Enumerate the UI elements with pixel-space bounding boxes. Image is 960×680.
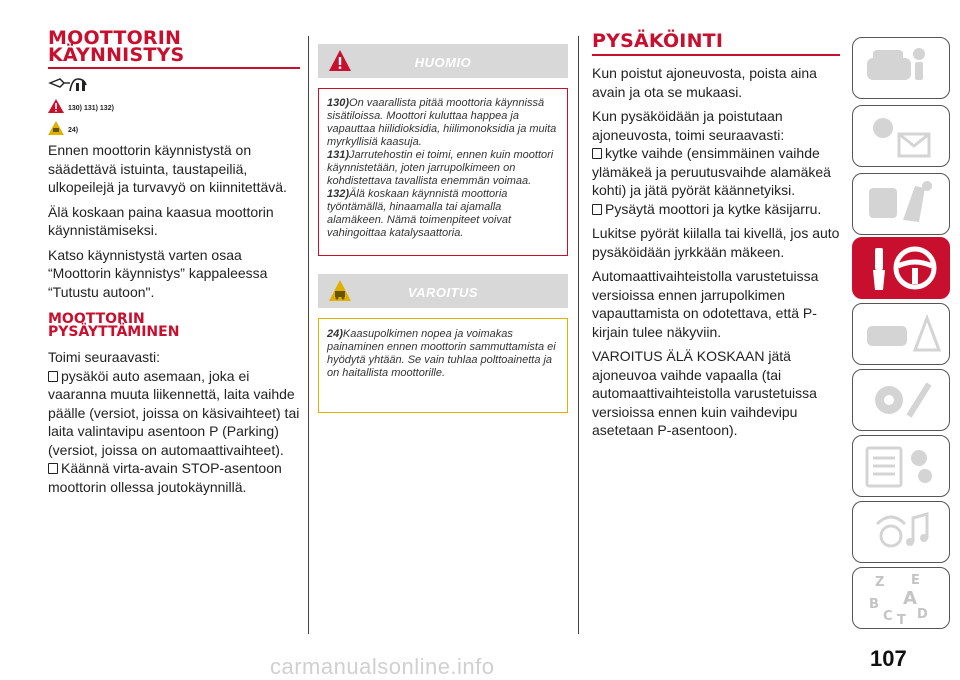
key-start-icon bbox=[48, 75, 300, 95]
emergency-icon bbox=[853, 304, 949, 364]
svg-text:Z: Z bbox=[875, 575, 885, 590]
bullet-box-icon bbox=[592, 204, 602, 215]
caution-title: VAROITUS bbox=[407, 285, 479, 300]
tab-warning-lights[interactable] bbox=[852, 105, 950, 167]
note-item: 131)Jarrutehostin ei toimi, ennen kuin moottori käynnistetään, joten jarrupolkimeen on kohdistettava tavallista enemmän voimaa. bbox=[327, 149, 554, 187]
tab-index[interactable] bbox=[852, 567, 950, 629]
svg-text:T: T bbox=[897, 613, 906, 628]
watermark: carmanualsonline.info bbox=[270, 654, 495, 679]
paragraph: Ennen moottorin käynnistystä on säädettävä istuinta, taustapeiliä, ulkopeilejä ja turvavyö on kiinnitettävä. bbox=[48, 142, 287, 195]
index-icon bbox=[853, 568, 949, 628]
bullet-item: kytke vaihde (ensimmäinen vaihde ylämäkeä ja peruutusvaihde alamäkeä kohti) ja jätä pyörät käännetyiksi. bbox=[592, 145, 831, 198]
section-title: PYSÄKÖINTI bbox=[592, 30, 724, 52]
paragraph: Kun poistut ajoneuvosta, poista aina avain ja ota se mukaasi. bbox=[592, 65, 817, 100]
svg-text:A: A bbox=[903, 588, 917, 609]
column-divider-2 bbox=[578, 36, 579, 634]
car-dashboard-icon bbox=[853, 38, 949, 98]
bullet-box-icon bbox=[592, 148, 602, 159]
tab-audio[interactable] bbox=[852, 501, 950, 563]
title-rule bbox=[48, 67, 300, 69]
bullet-item: Käännä virta-avain STOP-asentoon moottorin ollessa joutokäynnillä. bbox=[48, 460, 282, 495]
bullet-item: pysäköi auto asemaan, joka ei vaaranna muuta liikennettä, laita vaihde päälle (versiot, joissa on käsivaihteet) tai laita valintavipu asentoon P (Parking) (versiot, joissa on automaattivaihteet). bbox=[48, 367, 300, 458]
paragraph: Automaattivaihteistolla varustetuissa versioissa ennen jarrupolkimen vapauttamista on odotettava, että P-kirjain tulee näkyviin. bbox=[592, 268, 819, 340]
tab-emergency[interactable] bbox=[852, 303, 950, 365]
paragraph: Lukitse pyörät kiilalla tai kivellä, jos auto pysäköidään jyrkkään mäkeen. bbox=[592, 225, 840, 260]
tab-car-dashboard[interactable] bbox=[852, 37, 950, 99]
section-parking bbox=[592, 30, 840, 446]
tab-steering-key[interactable] bbox=[852, 237, 950, 299]
caution-header bbox=[318, 274, 568, 308]
note-item: 130)On vaarallista pitää moottoria käynnissä sisätiloissa. Moottori kuluttaa happea ja vapauttaa hiilidioksidia, hiilimonoksidia ja muita myrkyllisiä kaasuja. bbox=[327, 97, 557, 148]
subsection-title: MOOTTORIN PYSÄYTTÄMINEN bbox=[48, 311, 180, 340]
paragraph: Katso käynnistystä varten osaa “Moottorin käynnistys” kappaleessa “Tutustu autoon". bbox=[48, 246, 268, 300]
bullet-item: Pysäytä moottori ja kytke käsijarru. bbox=[592, 200, 840, 219]
notes-column bbox=[318, 44, 568, 413]
page-number: 107 bbox=[870, 646, 907, 671]
svg-text:D: D bbox=[917, 607, 928, 622]
svg-text:C: C bbox=[883, 609, 893, 624]
bullet-box-icon bbox=[48, 463, 58, 474]
note-header bbox=[318, 44, 568, 78]
audio-icon bbox=[853, 502, 949, 562]
maintenance-icon bbox=[853, 370, 949, 430]
svg-text:E: E bbox=[911, 573, 920, 588]
section-engine-start bbox=[48, 27, 300, 496]
multimedia-icon bbox=[853, 436, 949, 496]
paragraph: VAROITUS ÄLÄ KOSKAAN jätä ajoneuvoa vaihde vapaalla (tai automaattivaihteistolla varustetuissa versioissa ennen kuin vaihdevipu asetetaan P-asentoon). bbox=[592, 348, 817, 438]
caution-box: 24)Kaasupolkimen nopea ja voimakas painaminen ennen moottorin sammuttamista ei hyödytä yhtään. Se vain tuhlaa polttoainetta ja on haitallista moottorille. bbox=[318, 318, 568, 413]
paragraph: Älä koskaan paina kaasua moottorin käynnistämiseksi. bbox=[48, 203, 274, 238]
caution-triangle-icon bbox=[48, 121, 64, 135]
paragraph: Kun pysäköidään ja poistutaan ajoneuvosta, toimi seuraavasti: bbox=[592, 108, 785, 143]
note-title: HUOMIO bbox=[414, 55, 472, 70]
title-rule bbox=[592, 54, 840, 56]
svg-text:B: B bbox=[869, 597, 879, 612]
tab-multimedia[interactable] bbox=[852, 435, 950, 497]
tab-seat-safety[interactable] bbox=[852, 173, 950, 235]
note-item: 132)Älä koskaan käynnistä moottoria työntämällä, hinaamalla tai ajamalla alamäkeen. Nämä toimenpiteet voivat vahingoittaa katalysaattoria. bbox=[327, 188, 512, 239]
column-divider-1 bbox=[308, 36, 309, 634]
tab-maintenance[interactable] bbox=[852, 369, 950, 431]
warning-triangle-icon bbox=[48, 99, 64, 113]
warning-lights-icon bbox=[853, 106, 949, 166]
section-title: MOOTTORIN KÄYNNISTYS bbox=[48, 27, 185, 66]
note-box bbox=[318, 88, 568, 256]
bullet-box-icon bbox=[48, 371, 58, 382]
seat-safety-icon bbox=[853, 174, 949, 234]
warning-refs: 130) 131) 132) bbox=[48, 99, 300, 113]
paragraph: Toimi seuraavasti: bbox=[48, 349, 161, 365]
caution-refs: 24) bbox=[48, 121, 300, 135]
steering-key-icon bbox=[853, 238, 949, 298]
